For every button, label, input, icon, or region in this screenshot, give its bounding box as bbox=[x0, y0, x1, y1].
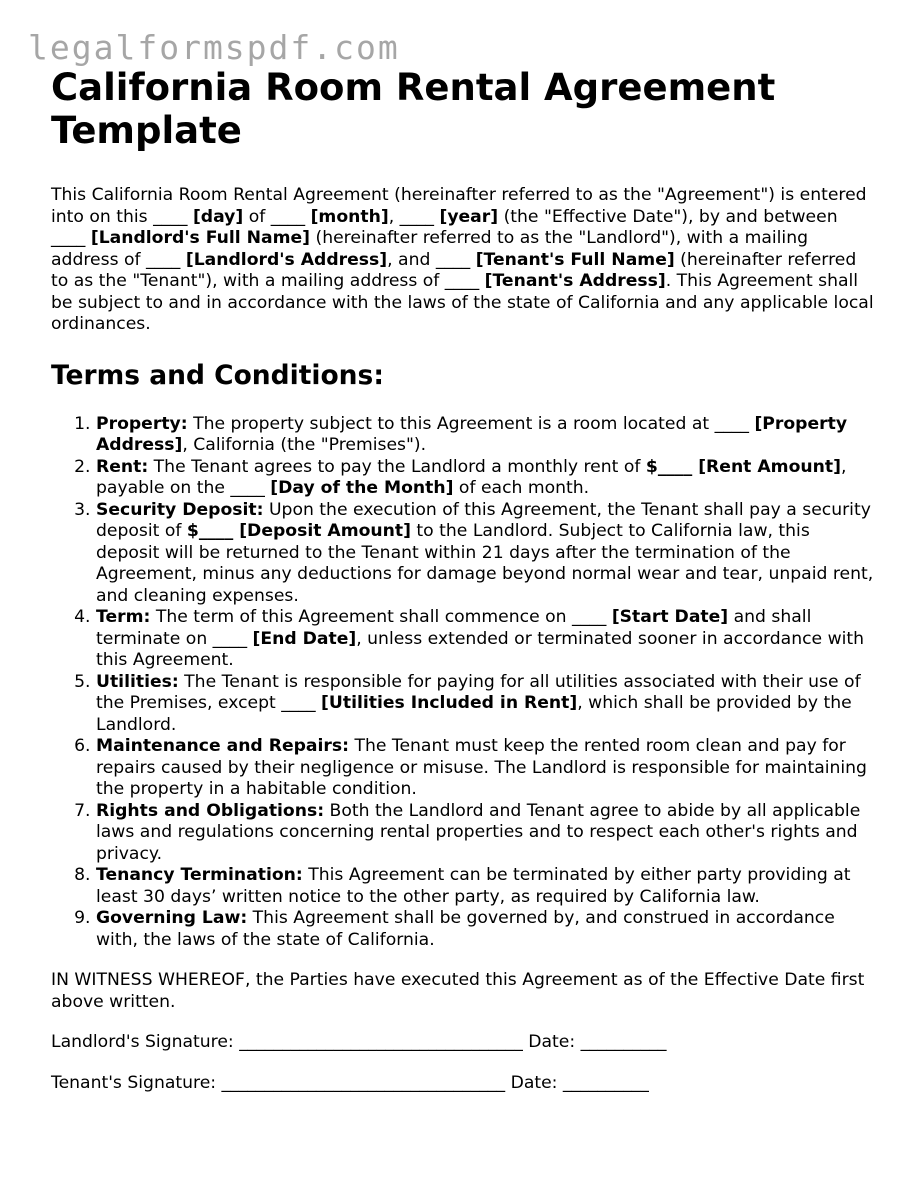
utilities-included-field: [Utilities Included in Rent] bbox=[321, 693, 578, 713]
term-text: The term of this Agreement shall commence on ____ bbox=[150, 607, 612, 627]
watermark: legalformspdf.com bbox=[28, 28, 400, 67]
term-label: Utilities: bbox=[96, 671, 179, 692]
term-text: , which shall be provided by the Landlord. bbox=[96, 693, 852, 735]
terms-list bbox=[51, 414, 876, 952]
day-of-month-field: [Day of the Month] bbox=[270, 478, 454, 498]
year-field: [year] bbox=[439, 206, 499, 227]
term-text: of each month. bbox=[453, 478, 590, 498]
intro-text: of ____ bbox=[243, 206, 311, 227]
term-label: Security Deposit: bbox=[96, 499, 264, 520]
property-address-field: [Property Address] bbox=[96, 413, 848, 455]
tenant-name-field: [Tenant's Full Name] bbox=[475, 249, 675, 270]
term-label: Property: bbox=[96, 413, 188, 434]
intro-text: , and ____ bbox=[387, 249, 476, 270]
tenant-signature-line: Tenant's Signature: _________________________________ Date: __________ bbox=[51, 1072, 649, 1093]
term-text: to the Landlord. Subject to California law, this deposit will be returned to the Tenant within 21 days after the termination of the Agreement, minus any deductions for damage beyond normal wear and tear, unpaid rent, and cleaning expenses. bbox=[96, 521, 874, 606]
term-text: and shall terminate on ____ bbox=[96, 607, 812, 649]
start-date-field: [Start Date] bbox=[611, 607, 729, 627]
term-text: This Agreement shall be governed by, and construed in accordance with, the laws of the state of California. bbox=[96, 908, 835, 950]
term-term bbox=[96, 607, 876, 672]
intro-paragraph bbox=[51, 185, 876, 336]
term-maintenance bbox=[96, 736, 876, 801]
rent-amount-field: $____ [Rent Amount] bbox=[645, 456, 841, 477]
landlord-address-field: [Landlord's Address] bbox=[185, 249, 388, 270]
term-label: Term: bbox=[96, 607, 151, 627]
deposit-amount-field: $____ [Deposit Amount] bbox=[186, 521, 411, 541]
term-property bbox=[96, 414, 876, 457]
term-label: Tenancy Termination: bbox=[96, 865, 303, 885]
term-governing-law bbox=[96, 908, 876, 951]
term-text: The property subject to this Agreement is a room located at ____ bbox=[187, 413, 755, 434]
intro-text: . This Agreement shall be subject to and in accordance with the laws of the state of California and any applicable local ordinances. bbox=[51, 271, 874, 334]
term-text: Both the Landlord and Tenant agree to abide by all applicable laws and regulations concerning rental properties and to respect each other's rights and privacy. bbox=[96, 800, 861, 864]
tenant-address-field: [Tenant's Address] bbox=[484, 271, 666, 291]
landlord-signature-line: Landlord's Signature: _________________________________ Date: __________ bbox=[51, 1032, 667, 1052]
term-text: The Tenant must keep the rented room clean and pay for repairs caused by their negligence or misuse. The Landlord is responsible for maintaining the property in a habitable condition. bbox=[96, 736, 867, 799]
term-label: Governing Law: bbox=[96, 908, 248, 928]
term-utilities bbox=[96, 672, 876, 737]
intro-text: (hereinafter referred to as the "Tenant"), with a mailing address of ____ bbox=[51, 249, 857, 291]
term-text: , payable on the ____ bbox=[96, 456, 847, 498]
term-security-deposit bbox=[96, 500, 876, 608]
term-rights bbox=[96, 801, 876, 866]
term-label: Rent: bbox=[96, 456, 149, 477]
landlord-name-field: [Landlord's Full Name] bbox=[90, 228, 311, 248]
page-title: California Room Rental Agreement Template bbox=[51, 66, 776, 152]
term-text: , California (the "Premises"). bbox=[182, 435, 427, 455]
term-label: Maintenance and Repairs: bbox=[96, 736, 349, 756]
term-text: The Tenant is responsible for paying for all utilities associated with their use of the Premises, except ____ bbox=[96, 671, 861, 713]
term-label: Rights and Obligations: bbox=[96, 800, 325, 821]
end-date-field: [End Date] bbox=[252, 628, 357, 649]
term-text: , unless extended or terminated sooner in accordance with this Agreement. bbox=[96, 628, 865, 670]
term-termination bbox=[96, 865, 876, 908]
term-rent bbox=[96, 457, 876, 500]
intro-text: (the "Effective Date"), by and between ____ bbox=[51, 206, 838, 248]
term-text: The Tenant agrees to pay the Landlord a monthly rent of bbox=[148, 456, 646, 477]
term-text: This Agreement can be terminated by either party providing at least 30 days’ written notice to the other party, as required by California law. bbox=[96, 865, 851, 907]
term-text: Upon the execution of this Agreement, the Tenant shall pay a security deposit of bbox=[96, 499, 871, 541]
document bbox=[51, 66, 876, 1094]
terms-heading: Terms and Conditions: bbox=[51, 359, 384, 391]
witness-paragraph: IN WITNESS WHEREOF, the Parties have executed this Agreement as of the Effective Date first above written. bbox=[51, 970, 865, 1012]
intro-text: (hereinafter referred to as the "Landlord"), with a mailing address of ____ bbox=[51, 228, 809, 270]
intro-text: , ____ bbox=[388, 206, 440, 227]
day-field: [day] bbox=[192, 206, 244, 227]
month-field: [month] bbox=[310, 206, 389, 227]
intro-text: This California Room Rental Agreement (hereinafter referred to as the "Agreement") is entered into on this ____ bbox=[51, 185, 867, 227]
